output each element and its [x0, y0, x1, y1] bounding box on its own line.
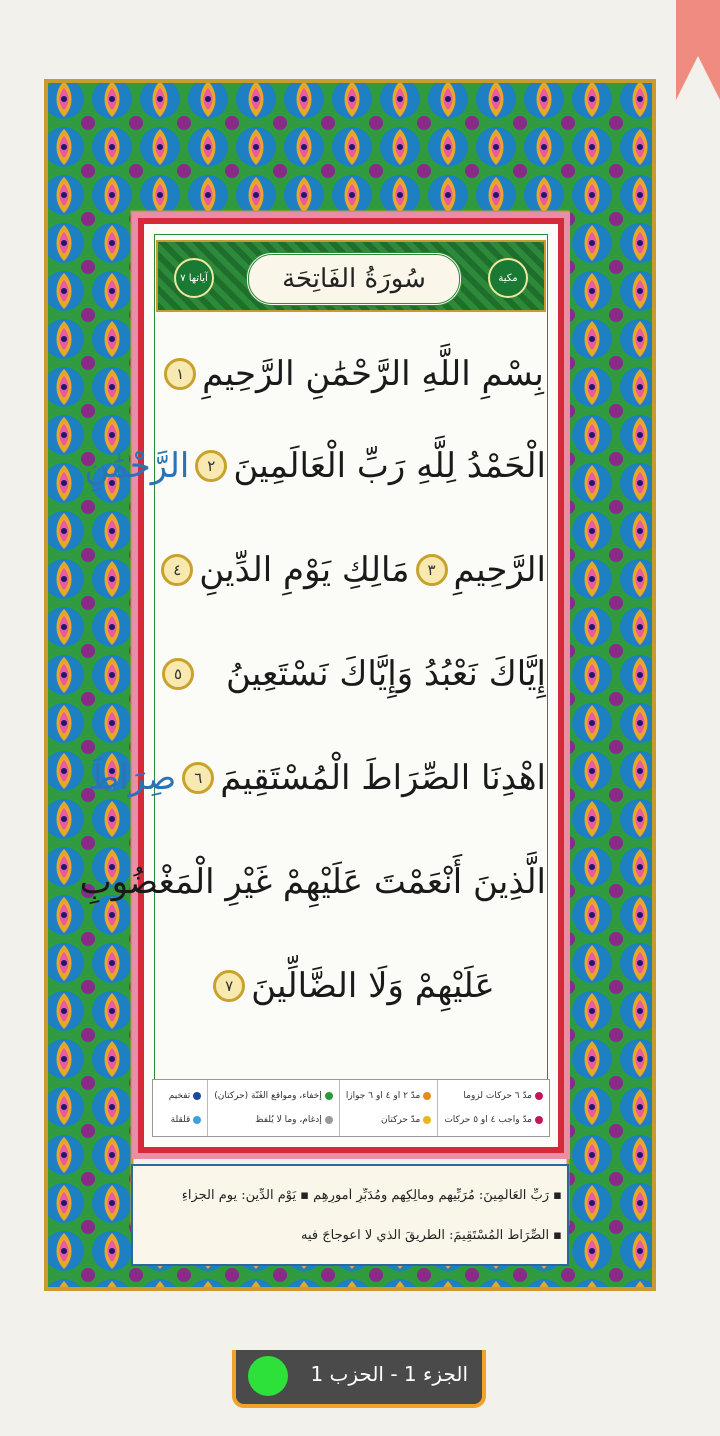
ayah-number-marker[interactable]: ٢: [195, 450, 227, 482]
juz-hizb-label: الجزء 1 - الحزب 1: [310, 1362, 468, 1386]
verse-area: [79, 334, 546, 1038]
verse-line: [156, 518, 546, 622]
verse-line: [79, 830, 546, 934]
color-dot-icon: [193, 1116, 201, 1124]
color-dot-icon: [423, 1092, 431, 1100]
legend-label: مدّ ٦ حركات لزوماً: [463, 1091, 532, 1101]
color-dot-icon: [325, 1116, 333, 1124]
legend-column: [153, 1080, 207, 1136]
color-dot-icon: [325, 1092, 333, 1100]
color-dot-icon: [423, 1116, 431, 1124]
color-dot-icon: [535, 1116, 543, 1124]
verse-text[interactable]: عَلَيْهِمْ وَلَا الضَّالِّينَ: [251, 966, 495, 1006]
verse-text[interactable]: الرَّحْمَٰنِ: [84, 446, 190, 486]
legend-item: [444, 1091, 543, 1101]
verse-line: [84, 414, 546, 518]
mushaf-page: [79, 218, 564, 1153]
verse-text[interactable]: صِرَاطَ: [87, 758, 177, 798]
verse-text[interactable]: الْحَمْدُ لِلَّهِ رَبِّ الْعَالَمِينَ: [233, 446, 546, 486]
ayah-number-marker[interactable]: ٤: [161, 554, 193, 586]
legend-label: مدّ حركتان: [381, 1115, 421, 1125]
verse-text[interactable]: اهْدِنَا الصِّرَاطَ الْمُسْتَقِيمَ: [220, 758, 546, 798]
footnote-line: ▪ الصِّرَاطَ الْمُسْتَقِيمَ: الطريقَ الذي لا اعوجاجَ فيه: [301, 1227, 562, 1243]
tajweed-legend: [152, 1079, 550, 1137]
legend-item: [159, 1091, 201, 1101]
surah-header: [156, 240, 546, 312]
footnote-line: ▪ رَبِّ الْعَالَمِينَ: مُرَبِّيهِم ومالِكِهِم ومُدَبِّرِ أُمورِهِم ▪ يَوْمِ الدِّينِ: يومِ الجزاءِ: [181, 1187, 562, 1203]
verse-line: [156, 622, 546, 726]
word-meanings-footnotes: [140, 1175, 562, 1255]
verse-text[interactable]: الَّذِينَ أَنْعَمْتَ عَلَيْهِمْ غَيْرِ الْمَغْضُوبِ: [79, 862, 546, 902]
verse-line: [156, 934, 546, 1038]
legend-label: مدّ ٢ أو ٤ أو ٦ جوازاً: [345, 1091, 421, 1101]
legend-label: قلقلة: [170, 1115, 191, 1125]
legend-label: إخفاء، ومواقع الغُنّة (حركتان): [214, 1091, 322, 1101]
legend-label: مدّ واجب ٤ أو ٥ حركات: [444, 1115, 532, 1125]
legend-label: إدغام، وما لا يُلفظ: [255, 1115, 322, 1125]
legend-item: [346, 1115, 432, 1125]
status-indicator-icon[interactable]: [248, 1356, 288, 1396]
legend-item: [444, 1115, 543, 1125]
ayah-number-marker[interactable]: ٧: [213, 970, 245, 1002]
legend-label: تفخيم: [168, 1091, 191, 1101]
verse-line: [87, 726, 546, 830]
verse-text[interactable]: بِسْمِ اللَّهِ الرَّحْمَٰنِ الرَّحِيمِ: [202, 354, 544, 394]
legend-item: [346, 1091, 432, 1101]
legend-column: [339, 1080, 438, 1136]
verse-line: [156, 334, 546, 414]
surah-verse-count-medallion: آياتها ٧: [174, 258, 214, 298]
ayah-number-marker[interactable]: ٦: [182, 762, 214, 794]
surah-origin-medallion: مكية: [488, 258, 528, 298]
verse-text[interactable]: إِيَّاكَ نَعْبُدُ وَإِيَّاكَ نَسْتَعِينُ: [226, 654, 546, 694]
legend-item: [214, 1091, 333, 1101]
legend-column: [207, 1080, 339, 1136]
color-dot-icon: [193, 1092, 201, 1100]
ayah-number-marker[interactable]: ٥: [162, 658, 194, 690]
ayah-number-marker[interactable]: ١: [164, 358, 196, 390]
bookmark-ribbon[interactable]: [676, 0, 720, 100]
ayah-number-marker[interactable]: ٣: [416, 554, 448, 586]
surah-title: سُورَةُ الفَاتِحَة: [246, 252, 462, 306]
page-info-bar[interactable]: [232, 1350, 486, 1408]
legend-column: [437, 1080, 549, 1136]
verse-text[interactable]: مَالِكِ يَوْمِ الدِّينِ: [199, 550, 410, 590]
legend-item: [214, 1115, 333, 1125]
legend-item: [159, 1115, 201, 1125]
color-dot-icon: [535, 1092, 543, 1100]
verse-text[interactable]: الرَّحِيمِ: [453, 550, 546, 590]
